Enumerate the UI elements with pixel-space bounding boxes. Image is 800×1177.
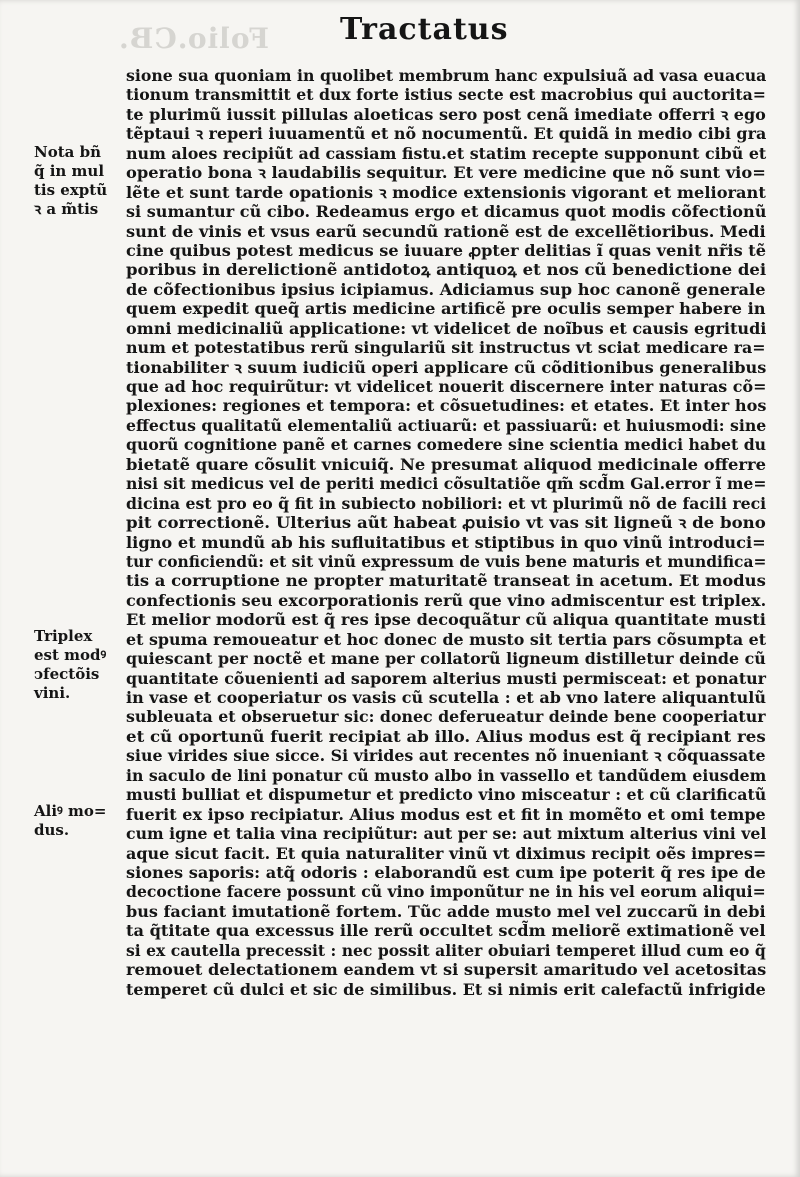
text-line: de cõfectionibus ipsius icipiamus. Adiciamus sup hoc canonẽ generale <box>126 279 766 299</box>
margin-note-line: vini. <box>34 684 71 702</box>
text-line: te plurimũ iussit pillulas aloeticas sero post cenã imediate offerri ꝛ ego <box>126 104 766 124</box>
text-line: cum igne et talia vina recipiũtur: aut per se: aut mixtum alterius vini vel <box>126 824 767 844</box>
text-line: remouet delectationem eandem vt si supersit amaritudo vel acetositas <box>126 960 767 980</box>
text-line: tionabiliter ꝛ suum iudiciũ operi applicare cũ cõditionibus generalibus <box>126 357 767 377</box>
text-line: et cũ oportunũ fuerit recipiat ab illo. Alius modus est q̃ recipiant res <box>126 726 766 746</box>
text-line: quiescant per noctẽ et mane per collatorũ ligneum distilletur deinde cũ <box>126 649 766 669</box>
margin-note-line: est modꝰ <box>34 646 107 664</box>
text-line: pit correctionẽ. Ulterius aũt habeat ꝓuisio vt vas sit ligneũ ꝛ de bono <box>126 513 766 533</box>
text-line: poribus in derelictionẽ antidotoꝝ antiquoꝝ et nos cũ benedictione dei <box>126 260 767 280</box>
margin-note-line: ꝛ a m̃tis <box>34 200 99 218</box>
text-line: sione sua quoniam in quolibet membrum hanc expulsiuã ad vasa euacua <box>126 66 767 85</box>
text-line: ta q̃titate qua excessus ille rerũ occultet scd̃m meliorẽ extimationẽ vel <box>126 921 766 941</box>
text-line: tẽptaui ꝛ reperi iuuamentũ et nõ nocumentũ. Et quidã in medio cibi gra <box>126 124 767 144</box>
text-line: quem expedit queq̃ artis medicine artificẽ pre oculis semper habere in <box>126 299 766 319</box>
margin-note-line: Aliꝰ mo= <box>34 802 107 820</box>
text-line: temperet cũ dulci et sic de similibus. Et si nimis erit calefactũ infrigide <box>126 979 766 999</box>
text-line: lẽte et sunt tarde opationis ꝛ modice extensionis vigorant et meliorant <box>126 182 766 202</box>
text-line: in vase et cooperiatur os vasis cũ scutella : et ab vno latere aliquantulũ <box>126 688 766 707</box>
text-line: si ex cautella precessit : nec possit aliter obuiari temperet illud cum eo q̃ <box>126 940 766 960</box>
bleed-through-text: Folio.CB. <box>118 22 269 55</box>
text-line: num et potestatibus rerũ singulariũ sit instructus vt sciat medicare ra= <box>126 338 766 358</box>
margin-note-1 <box>34 143 124 219</box>
text-line: plexiones: regiones et tempora: et cõsuetudines: et etates. Et inter hos <box>126 396 767 416</box>
text-line: siue virides siue sicce. Si virides aut recentes nõ inueniant ꝛ cõquassate <box>126 746 766 766</box>
text-line: bietatẽ quare cõsulit vnicuiq̃. Ne presumat aliquod medicinale offerre <box>126 454 766 474</box>
text-line: quorũ cognitione panẽ et carnes comedere sine scientia medici habet du <box>126 435 767 455</box>
text-line: decoctione facere possunt cũ vino imponũtur ne in his vel eorum aliqui= <box>126 882 766 902</box>
text-line: subleuata et obseruetur sic: donec deferueatur deinde bene cooperiatur <box>126 707 766 727</box>
text-line: in saculo de lini ponatur cũ musto albo in vassello et tandũdem eiusdem <box>126 765 767 785</box>
margin-note-line: Triplex <box>34 627 93 645</box>
text-line: musti bulliat et dispumetur et predicto vino misceatur : et cũ clarificatũ <box>126 785 767 805</box>
margin-note-line: ↄfectõis <box>34 665 100 683</box>
text-line: sunt de vinis et vsus earũ secundũ rationẽ est de excellẽtioribus. Medi <box>126 221 766 241</box>
text-line: bus faciant imutationẽ fortem. Tũc adde musto mel vel zuccarũ in debi <box>126 901 766 921</box>
text-line: quantitate cõuenienti ad saporem alterius musti permisceat: et ponatur <box>126 668 767 688</box>
margin-note-3 <box>34 802 124 840</box>
text-line: nisi sit medicus vel de periti medici cõsultatiõe qm̃ scd̃m Gal.error ĩ me= <box>126 474 767 494</box>
text-line: cine quibus potest medicus se iuuare ꝓpter delitias ĩ quas venit nr̃is tẽ <box>126 240 766 260</box>
text-line: que ad hoc requirũtur: vt videlicet nouerit discernere inter naturas cõ= <box>126 377 767 396</box>
text-line: tionum transmittit et dux forte istius secte est macrobius qui auctorita= <box>126 85 766 105</box>
margin-note-line: dus. <box>34 821 70 839</box>
text-line: dicina est pro eo q̃ fit in subiecto nobiliori: et vt plurimũ nõ de facili reci <box>126 493 767 513</box>
text-line: siones saporis: atq̃ odoris : elaborandũ est cum ipe poterit q̃ res ipe de <box>126 862 766 882</box>
text-line: si sumantur cũ cibo. Redeamus ergo et dicamus quot modis cõfectionũ <box>126 202 767 222</box>
text-line: et spuma remoueatur et hoc donec de musto sit tertia pars cõsumpta et <box>126 629 767 649</box>
text-line: aque sicut facit. Et quia naturaliter vinũ vt diximus recipit oẽs impres= <box>126 843 767 863</box>
text-line: omni medicinaliũ applicatione: vt videlicet de noĩbus et causis egritudi <box>126 318 767 338</box>
main-text-column <box>126 66 774 999</box>
text-line: confectionis seu excorporationis rerũ que vino admiscentur est triplex. <box>126 590 767 610</box>
margin-note-line: tis exptũ <box>34 181 108 199</box>
margin-note-line: Nota bñ <box>34 143 101 161</box>
margin-note-line: q̃ in mul <box>34 162 105 180</box>
text-line: operatio bona ꝛ laudabilis sequitur. Et vere medicine que nõ sunt vio= <box>126 163 766 183</box>
page-header-title: Tractatus <box>340 12 509 47</box>
text-line: ligno et mundũ ab his sufluitatibus et stiptibus in quo vinũ introduci= <box>126 532 766 552</box>
text-line: Et melior modorũ est q̃ res ipse decoquãtur cũ aliqua quantitate musti <box>126 610 766 630</box>
margin-note-2 <box>34 627 124 703</box>
text-line: effectus qualitatũ elementaliũ actiuarũ: et passiuarũ: et huiusmodi: sine <box>126 415 767 435</box>
text-line: fuerit ex ipso recipiatur. Alius modus est et fit in momẽto et omi tempe <box>126 804 766 824</box>
text-line: tis a corruptione ne propter maturitatẽ transeat in acetum. Et modus <box>126 571 766 591</box>
text-line: num aloes recipiũt ad cassiam fistu.et statim recepte supponunt cibũ et <box>126 143 767 163</box>
text-line: tur conficiendũ: et sit vinũ expressum de vuis bene maturis et mundifica= <box>126 551 767 571</box>
